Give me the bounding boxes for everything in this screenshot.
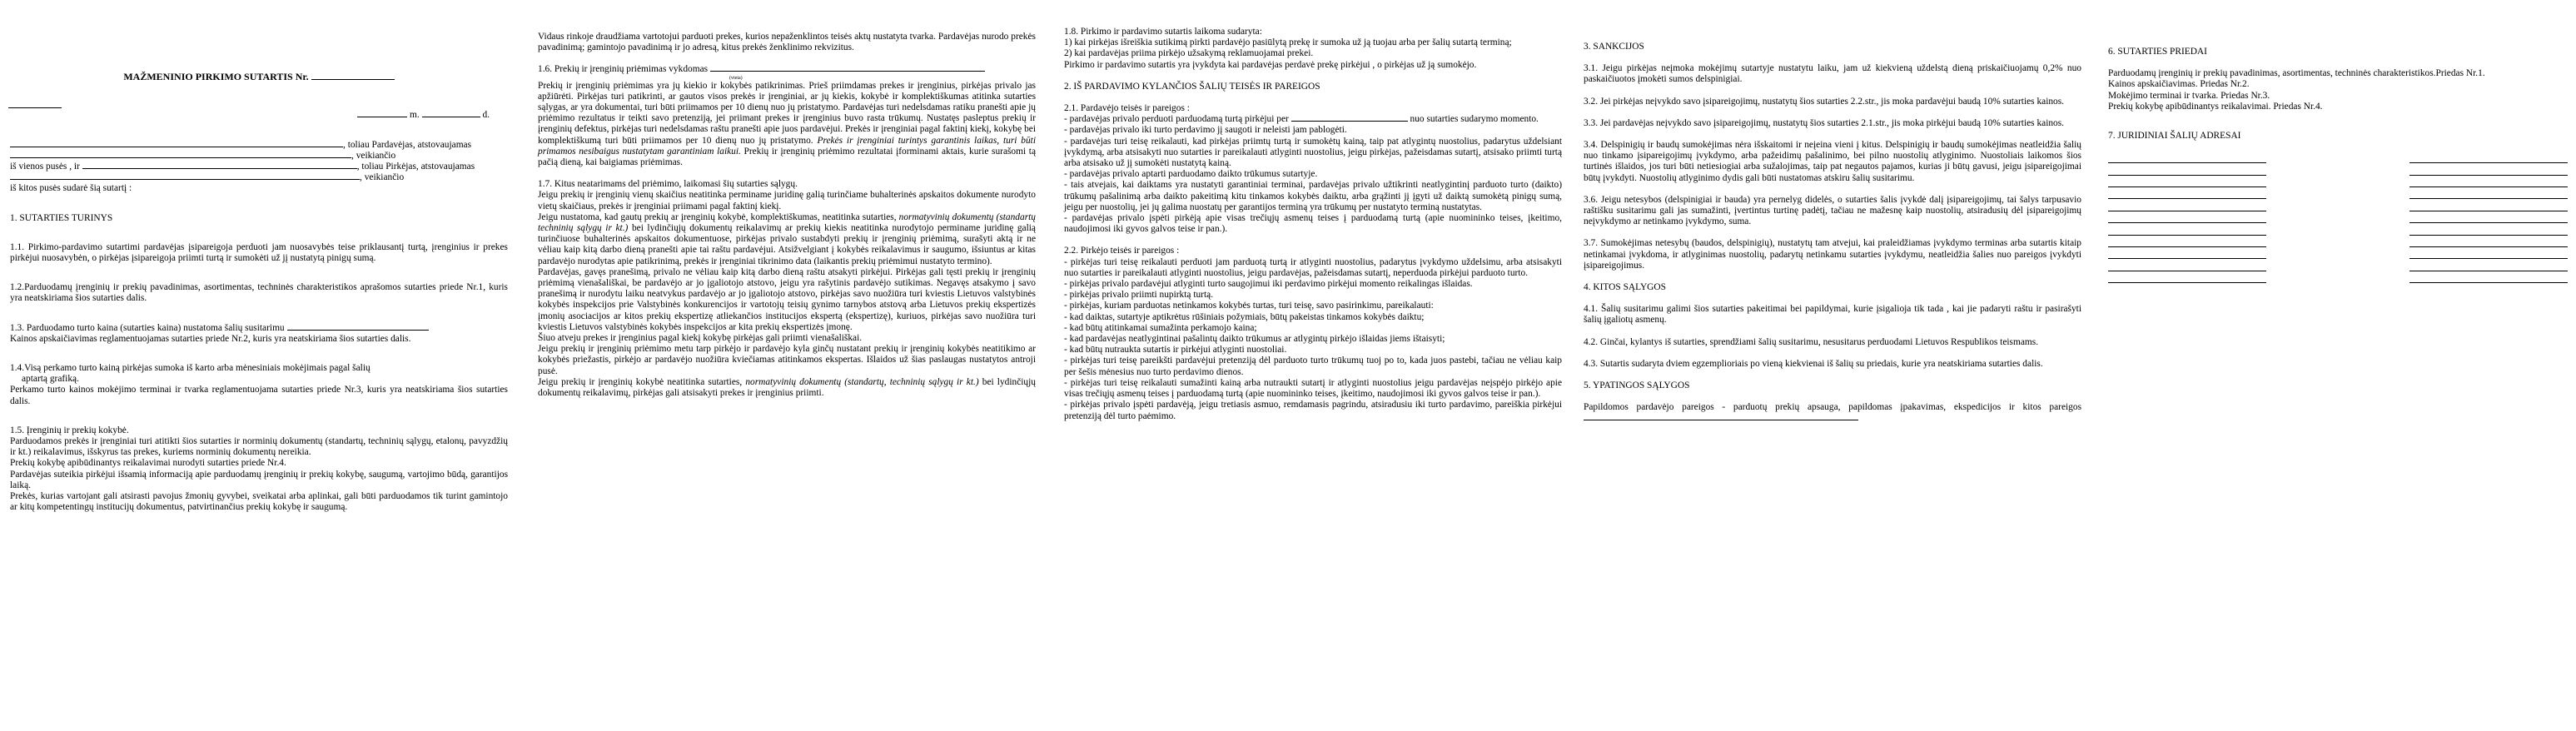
clause-3-1: 3.1. Jeigu pirkėjas neįmoka mokėjimų sutartyje nustatytu laiku, jam už kiekvieną uždelstą dieną priskaičiuojamų 0,2% nuo paskaičiuotos įmokėti sumos delspinigiai. [1584,63,2081,85]
section-2-title: 2. IŠ PARDAVIMO KYLANČIOS ŠALIŲ TEISĖS IR PAREIGOS [1064,81,1320,92]
clause-1-7-d: Pardavėjas, gavęs pranešimą, privalo ne vėliau kaip kitą darbo dieną raštu atsakyti pirkėjui. Pirkėjas gali tęsti prekių ir įrenginių priėmimą vienašališkai, be pardavėjo ar jo įgaliotojo atstovo, jeigu yra rašytinis pardavėjo sutikimas. Negavęs atsakymo į savo pranešimą ir nurodytu laiku neatvykus pardavėjo ar jo įgaliotojo atstovo, pirkėjas savo nuožiūra turi kviestis Lietuvos valstybinės kokybės inspekcijos prie Valstybinės konkurencijos ir vartotojų teisių gynimo tarnybos atstovą arba Lietuvos prekių ekspertizės įmonių asociacijos ar kitos prekių ekspertizę atliekančios institucijos ekspertą (ekspertizę), kuriuos, pirkėjas savo nuožiūra turi kviestis Lietuvos valstybinės kokybės inspekcijos ar kita prekių ekspertizės įmonę. [538,266,1036,332]
place-caption: (vieta) [729,75,743,81]
clause-1-5-a: Parduodamos prekės ir įrenginiai turi atitikti šios sutarties ir norminių dokumentų (standartų, techninių sąlygų, etalonų, pavyzdžių ir kt.) reikalavimus, išskyrus tas prekes, kuriems norminių dokumentų nereikia. [10,436,508,458]
contract-page-1 [0,0,516,731]
section-5-title: 5. YPATINGOS SĄLYGOS [1584,380,1690,391]
clause-1-8: 1.8. Pirkimo ir pardavimo sutartis laikoma sudaryta: [1064,27,1262,37]
clause-2-2-h: - kad būtų nutraukta sutartis ir pirkėjui atlyginti nuostoliai. [1064,345,1287,356]
clause-2-1-a: - pardavėjas privalo perduoti parduodamą turtą pirkėjui per nuo sutarties sudarymo momento. [1064,114,1539,125]
clause-2-2-c: - pirkėjas privalo priimti nupirktą turtą. [1064,290,1214,301]
parties-agreed-line: iš kitos pusės sudarė šią sutartį : [10,183,132,194]
clause-1-4-schedule: aptartą grafiką. [22,374,79,385]
buyer-address-lines [2409,152,2568,284]
clause-1-5: 1.5. Įrenginių ir prekių kokybė. [10,425,129,435]
seller-address-lines [2108,152,2266,284]
clause-2-2-j: - pirkėjas turi teisę reikalauti sumažinti kainą arba nutraukti sutartį ir atlyginti nuostolius jeigu pardavėjas neįspėjo pirkėjo apie visas trečiųjų asmenų teises į parduodamą turtą (apie nuomininko teises, įkeitimo, naudojimosi iki gyvos galvos teise ir pan.). [1064,377,1562,400]
clause-2-2-a: - pirkėjas turi teisę reikalauti perduoti jam parduotą turtą ir atlyginti nuostolius, padarytus įvykdymo uždelsimu, arba atsisakyti nuo sutarties ir pareikalauti atlyginti nuostolius, jeigu pardavėjas, pažeisdamas sutartį, neperduoda pirkėjui parduoto turto. [1064,256,1562,278]
contract-page-5 [2098,0,2576,731]
clause-1-7-g: Jeigu prekių ir įrenginių kokybė neatitinka sutarties, normatyvinių dokumentų (standartų, techninių sąlygų ir kt.) bei lydinčiųjų dokumentų reikalavimų, pirkėjas gali atsisakyti prekes ir įrenginius priimti. [538,376,1036,399]
clause-1-7-e: Šiuo atveju prekes ir įrenginius pagal kiekį kokybę pirkėjas gali priimti vienašališkai. [538,333,863,344]
clause-2-1: 2.1. Pardavėjo teisės ir pareigos : [1064,103,1190,114]
clause-2-1-d: - pardavėjas privalo aptarti parduodamo daikto trūkumus sutartyje. [1064,169,1318,180]
clause-4-1: 4.1. Šalių susitarimu galimi šios sutarties pakeitimai bei papildymai, kurie įsigalioja tik tada , kai jie padaryti raštu ir pasirašyti šalių įgaliotų asmenų. [1584,304,2081,326]
clause-2-2-e: - kad daiktas, sutartyje aptikrėtus rūšiniais požymiais, būtų pakeistas tinkamos kokybės daiktu; [1064,311,1425,322]
date-place-blank [8,107,62,108]
clause-1-7: 1.7. Kitus neatarimams del priėmimo, laikomasi šių sutarties sąlygų. [538,179,798,190]
clause-4-2: 4.2. Ginčai, kylantys iš sutarties, sprendžiami šalių susitarimu, nesusitarus perduodami Lietuvos Respublikos teismams. [1584,336,2039,347]
clause-1-7-f: Jeigu prekių ir įrenginių priėmimo metu tarp pirkėjo ir pardavėjo kyla ginčų nustatant prekių ir įrenginių kokybės neatitikimo ar kokybės priežastis, pirkėjo ar pardavėjo nuožiūra kviečiamas atitinkamos ekspertas. Išlaidos už šias paslaugas nustatytos antroji pusė. [538,344,1036,376]
clause-1-1: 1.1. Pirkimo-pardavimo sutartimi pardavėjas įsipareigoja perduoti jam nuosavybės teise priklausantį turtą, įrenginius ir prekes pirkėjui nuosavybėn, o pirkėjas įsipareigoja priimti turtą ir sumokėti už jį nustatytą pinigų sumą. [10,241,508,264]
labeling-intro: Vidaus rinkoje draudžiama vartotojui parduoti prekes, kurios nepaženklintos teisės aktų nustatyta tvarka. Pardavėjas nurodo prekės pavadinimą; gamintojo pavadinimą ir jo adresą, kitus prekės ženklinimo rekvizitus. [538,32,1036,53]
clause-1-8-1: 1) kai pirkėjas išreiškia sutikimą pirkti pardavėjo pasiūlytą prekę ir sumoka už ją tuojau arba per šalių sutartą terminą; [1064,37,1512,48]
clause-2-2-b: - pirkėjas privalo pardavėjui atlyginti turto saugojimui iki perdavimo pirkėjui momento reikalingas išlaidas. [1064,279,1473,290]
clause-1-4-terms: Perkamo turto kainos mokėjimo terminai ir tvarka reglamentuojama sutarties priede Nr.3, kuris yra neatskiriama šios sutarties dalis. [10,385,508,406]
contract-title: MAŽMENINIO PIRKIMO SUTARTIS Nr. [10,72,508,82]
contract-number-blank [311,79,395,80]
clause-2-2-d: - pirkėjas, kuriam parduotas netinkamos kokybės turtas, turi teisę, savo pasirinkimu, pareikalauti: [1064,301,1434,311]
clause-1-2: 1.2.Parduodamų įrenginių ir prekių pavadinimas, asortimentas, techninės charakteristikos aprašomos sutarties priede Nr.1, kuris yra neatskiriama šios sutarties dalis. [10,282,508,304]
section-3-title: 3. SANKCIJOS [1584,42,1644,52]
clause-1-6: 1.6. Prekių ir įrenginių priėmimas vykdomas [538,64,1036,75]
date-fields: m. d. [10,110,490,121]
buyer-representative-line: , veikiančio [10,172,508,183]
clause-1-3-pricing: Kainos apskaičiavimas reglamentuojamas sutarties priede Nr.2, kuris yra neatskiriama šios sutarties dalis. [10,333,411,344]
clause-2-1-c: - pardavėjas turi teisę reikalauti, kad pirkėjas priimtų turtą ir sumokėtų kainą, taip pat atlygintų nuostolius, padarytus uždelsiant įvykdymą, arba atsisakyti nuo sutarties ir pareikalauti atlyginti nuostolius, jeigu pirkėjas, pažeisdamas sutartį, atsisako priimti turtą arba atsisako už jį sumokėti nustatytą kainą. [1064,136,1562,169]
clause-1-3: 1.3. Parduodamo turto kaina (sutarties kaina) nustatoma šalių susitarimu [10,323,508,334]
clause-3-4: 3.4. Delspinigių ir baudų sumokėjimas nėra išskaitomi ir neįeina vieni į kitus. Delspinigių ir baudų sumokėjimas neatleidžia šalių nuo tinkamo įsipareigojimų įvykdymo, arba pažeidimų pašalinimo, bei pilno nuostolių atlyginimo. Nuostoliais laikomos šios turtinės išlaidos, jos turi būti netiesiogiai arba sužalojimas, taip pat negautos pajamos, kurias ji būtų gavusi, jeigu įsipareigojimai būtų įvykdyti. Nuostolių atlyginimo dydis gali būti nustatomas atskiru šalių susitarimu. [1584,140,2081,183]
annex-4: Prekių kokybę apibūdinantys reikalavimai. Priedas Nr.4. [2108,101,2323,112]
seller-representative-line: , veikiančio [10,151,508,162]
clause-1-7-a: Jeigu prekių ir įrenginių vienų skaičius neatitinka perminame juridinę galią turinčiame buhalterinės apskaitos dokumente nurodyto vietų skaičiaus, prekės ir įrenginiai priimami pagal faktinį kiekį. [538,190,1036,211]
contract-page-2 [528,0,1044,731]
clause-2-2-i: - pirkėjas turi teisę pareikšti pardavėjui pretenziją dėl parduoto turto trūkumų tuoj po to, kada juos pastebi, tačiau ne vėliau kaip per šešis mėnesius nuo turto perdavimo dienos. [1064,356,1562,377]
clause-1-8-3: Pirkimo ir pardavimo sutartis yra įvykdyta kai pardavėjas perdavė prekę pirkėjui , o pirkėjas už ją sumokėjo. [1064,59,1477,70]
clause-1-5-d: Prekės, kurias vartojant gali atsirasti pavojus žmonių gyvybei, sveikatai arba aplinkai, gali būti parduodamos tik turint gamintojo ar kitų kompetentingų institucijų dokumentus, patvirtinančius prekių kokybę ir saugumą. [10,491,508,513]
section-7-title: 7. JURIDINIAI ŠALIŲ ADRESAI [2108,131,2241,142]
clause-1-5-b: Prekių kokybę apibūdinantys reikalavimai nurodyti sutarties priede Nr.4. [10,458,286,469]
section-4-title: 4. KITOS SĄLYGOS [1584,282,1666,293]
buyer-line: iš vienos pusės , ir , toliau Pirkėjas, atstovaujamas [10,162,475,172]
annex-list-intro: Parduodamų įrenginių ir prekių pavadinimas, asortimentas, techninės charakteristikos.Priedas Nr.1. [2108,68,2485,79]
clause-2-1-e: - tais atvejais, kai daiktams yra nustatyti garantiniai terminai, pardavėjas privalo užtikrinti neatlygintinį parduoto turto (daikto) trūkumų pašalinimą arba daikto pakeitimą kitu tinkamos kokybės daiktu, arba grąžinti jį įgyti už daiktą sumokėtą pinigų sumą, jeigu per nuostolių, jei jų galima nuostatų per garantijos terminą yra trūkumų per nustatyto terminą nustatytas. [1064,180,1562,212]
contract-page-4 [1574,0,2090,731]
annex-2: Kainos apskaičiavimas. Priedas Nr.2. [2108,79,2250,90]
section-1-title: 1. SUTARTIES TURINYS [10,212,113,223]
seller-line: , toliau Pardavėjas, atstovaujamas [10,140,508,151]
clause-1-5-c: Pardavėjas suteikia pirkėjui išsamią informaciją apie parduodamų įrenginių ir prekių kokybę, saugumą, vartojimo būdą, garantijos laiką. [10,469,508,490]
clause-1-8-2: 2) kai pardavėjas priima pirkėjo užsakymą reklamuojamai prekei. [1064,48,1314,59]
clause-1-4: 1.4.Visą perkamo turto kainą pirkėjas sumoka iš karto arba mėnesiniais mokėjimais pagal šalių [10,363,370,374]
clause-1-7-b: Jeigu nustatoma, kad gautų prekių ar įrenginių kokybė, komplektiškumas, neatitinka sutarties, normatyvinių dokumentų (standartų techninių sąlygų ir kt.) bei lydinčiųjų dokumentų reikalavimų ar prekių kiekis neatitinka nurodytojo perminame juridinę galią turinčiuose buhalterinės apskaitos dokumentuose, pirkėjas privalo sustabdyti prekių ir įrenginių priėmimą, surašyti aktą ir ne vėliau kaip kitą darbo dieną pranešti apie tai raštu pardavėjui. Atsižvelgiant į kokybės reikalavimus ir saugumo, išsiuntus ar kitas pardavėjo nurodytas apie patikrinimą, prekės ir įrenginiai tikrinimo data (laikantis prekių priėmimui nustatyto termino). [538,211,1036,266]
clause-1-6-text: Prekių ir įrenginių priėmimas yra jų kiekio ir kokybės patikrinimas. Prieš priimdamas prekes ir įrenginius, pirkėjas privalo jas apžiūrėti. Pirkėjas turi patikrinti, ar gautos visos prekės ir įrenginiai, ar jų kiekis, kokybė ir komplektiškumas atitinka sutarties sąlygas, ar yra dokumentai, turi būti priimamos per 10 dienų nuo jų pristatymo. Pardavėjas turi nedelsdamas ratiku pranešti apie jų priėmimo rezultatus ir teikti savo pretenziją, jei priimant prekes ir įrenginius buvo rasta trūkumų. Nustatęs pasleptus prekių ir įrenginių defektus, pirkėjas turi nedelsdamas raštu pranešti apie juos pardavėjui. Prekės ir įrenginiai pagal faktinį kiekį, kokybę bei komplektiškumą turi būti priimamos per 10 dienų nuo jų pristatymo. Prekės ir įrenginiai turintys garantinis laikas, turi būti primamos nesibaigus nustatytam garantiniam laikui. Prekių ir įrenginių priėmimo rezultatai įforminami aktais, kurie surašomi tą pačią dieną, kai baigiamas priėmimas. [538,80,1036,168]
clause-5-text: Papildomos pardavėjo pareigos - parduotų prekių apsauga, papildomas įpakavimas, ekspedicijos ir kitos pareigos [1584,402,2081,424]
clause-3-6: 3.6. Jeigu netesybos (delspinigiai ir bauda) yra pernelyg didelės, o sutarties šalis įvykdė dalį įsipareigojimų, tai šalys tarpusavio raštišku susitarimu gali jas sumažinti, įvertintus turtinę padėtį, tačiau ne mažesnę kaip nuostolių, atsiradusių dėl įsipareigojimų neįvykdymo ar netinkamo įvykdymo, suma. [1584,194,2081,227]
clause-2-1-b: - pardavėjas privalo iki turto perdavimo jį saugoti ir neleisti jam pablogėti. [1064,125,1347,136]
clause-3-3: 3.3. Jei pardavėjas neįvykdo savo įsipareigojimų, nustatytų šios sutarties 2.1.str., jis moka pirkėjui baudą 10% sutarties kainos. [1584,117,2065,128]
clause-2-2-k: - pirkėjas privalo įspėti pardavėją, jeigu tretiasis asmuo, remdamasis pagrindu, atsiradusiu iki turto pardavimo, pareiškia pirkėjui pretenziją dėl turto paėmimo. [1064,400,1562,421]
annex-3: Mokėjimo terminai ir tvarka. Priedas Nr.3. [2108,90,2270,101]
contract-page-3 [1054,0,1570,731]
clause-3-7: 3.7. Sumokėjimas netesybų (baudos, delspinigių), nustatytų tam atvejui, kai praleidžiamas įvykdymo terminas arba sutartis kitaip netinkamai įvykdoma, ir atlyginimas nuostolių, padarytų netinkamu sutarties įvykdymu, neatleidžia šalies nuo pareigos įvykdyti įsipareigojimus. [1584,238,2081,271]
clause-2-2-g: - kad pardavėjas neatlygintinai pašalintų daikto trūkumus ar atlygintų pirkėjo išlaidas jiems ištaisyti; [1064,334,1445,345]
section-6-title: 6. SUTARTIES PRIEDAI [2108,47,2207,57]
clause-4-3: 4.3. Sutartis sudaryta dviem egzemplioriais po vieną kiekvienai iš šalių su priedais, kurie yra neatskiriama sutarties dalis. [1584,358,2043,369]
clause-2-2: 2.2. Pirkėjo teisės ir pareigos : [1064,246,1180,256]
party-addresses [2108,152,2568,284]
clause-2-1-f: - pardavėjas privalo įspėti pirkėją apie visas trečiųjų asmenų teises į parduodamą turtą (apie nuomininko teises, įkeitimo, naudojimosi iki gyvos galvos teise ir pan.). [1064,213,1562,235]
clause-3-2: 3.2. Jei pirkėjas neįvykdo savo įsipareigojimų, nustatytų šios sutarties 2.2.str., jis moka pardavėjui baudą 10% sutarties kainos. [1584,96,2065,107]
clause-2-2-f: - kad būtų atitinkamai sumažinta perkamojo kaina; [1064,322,1257,333]
